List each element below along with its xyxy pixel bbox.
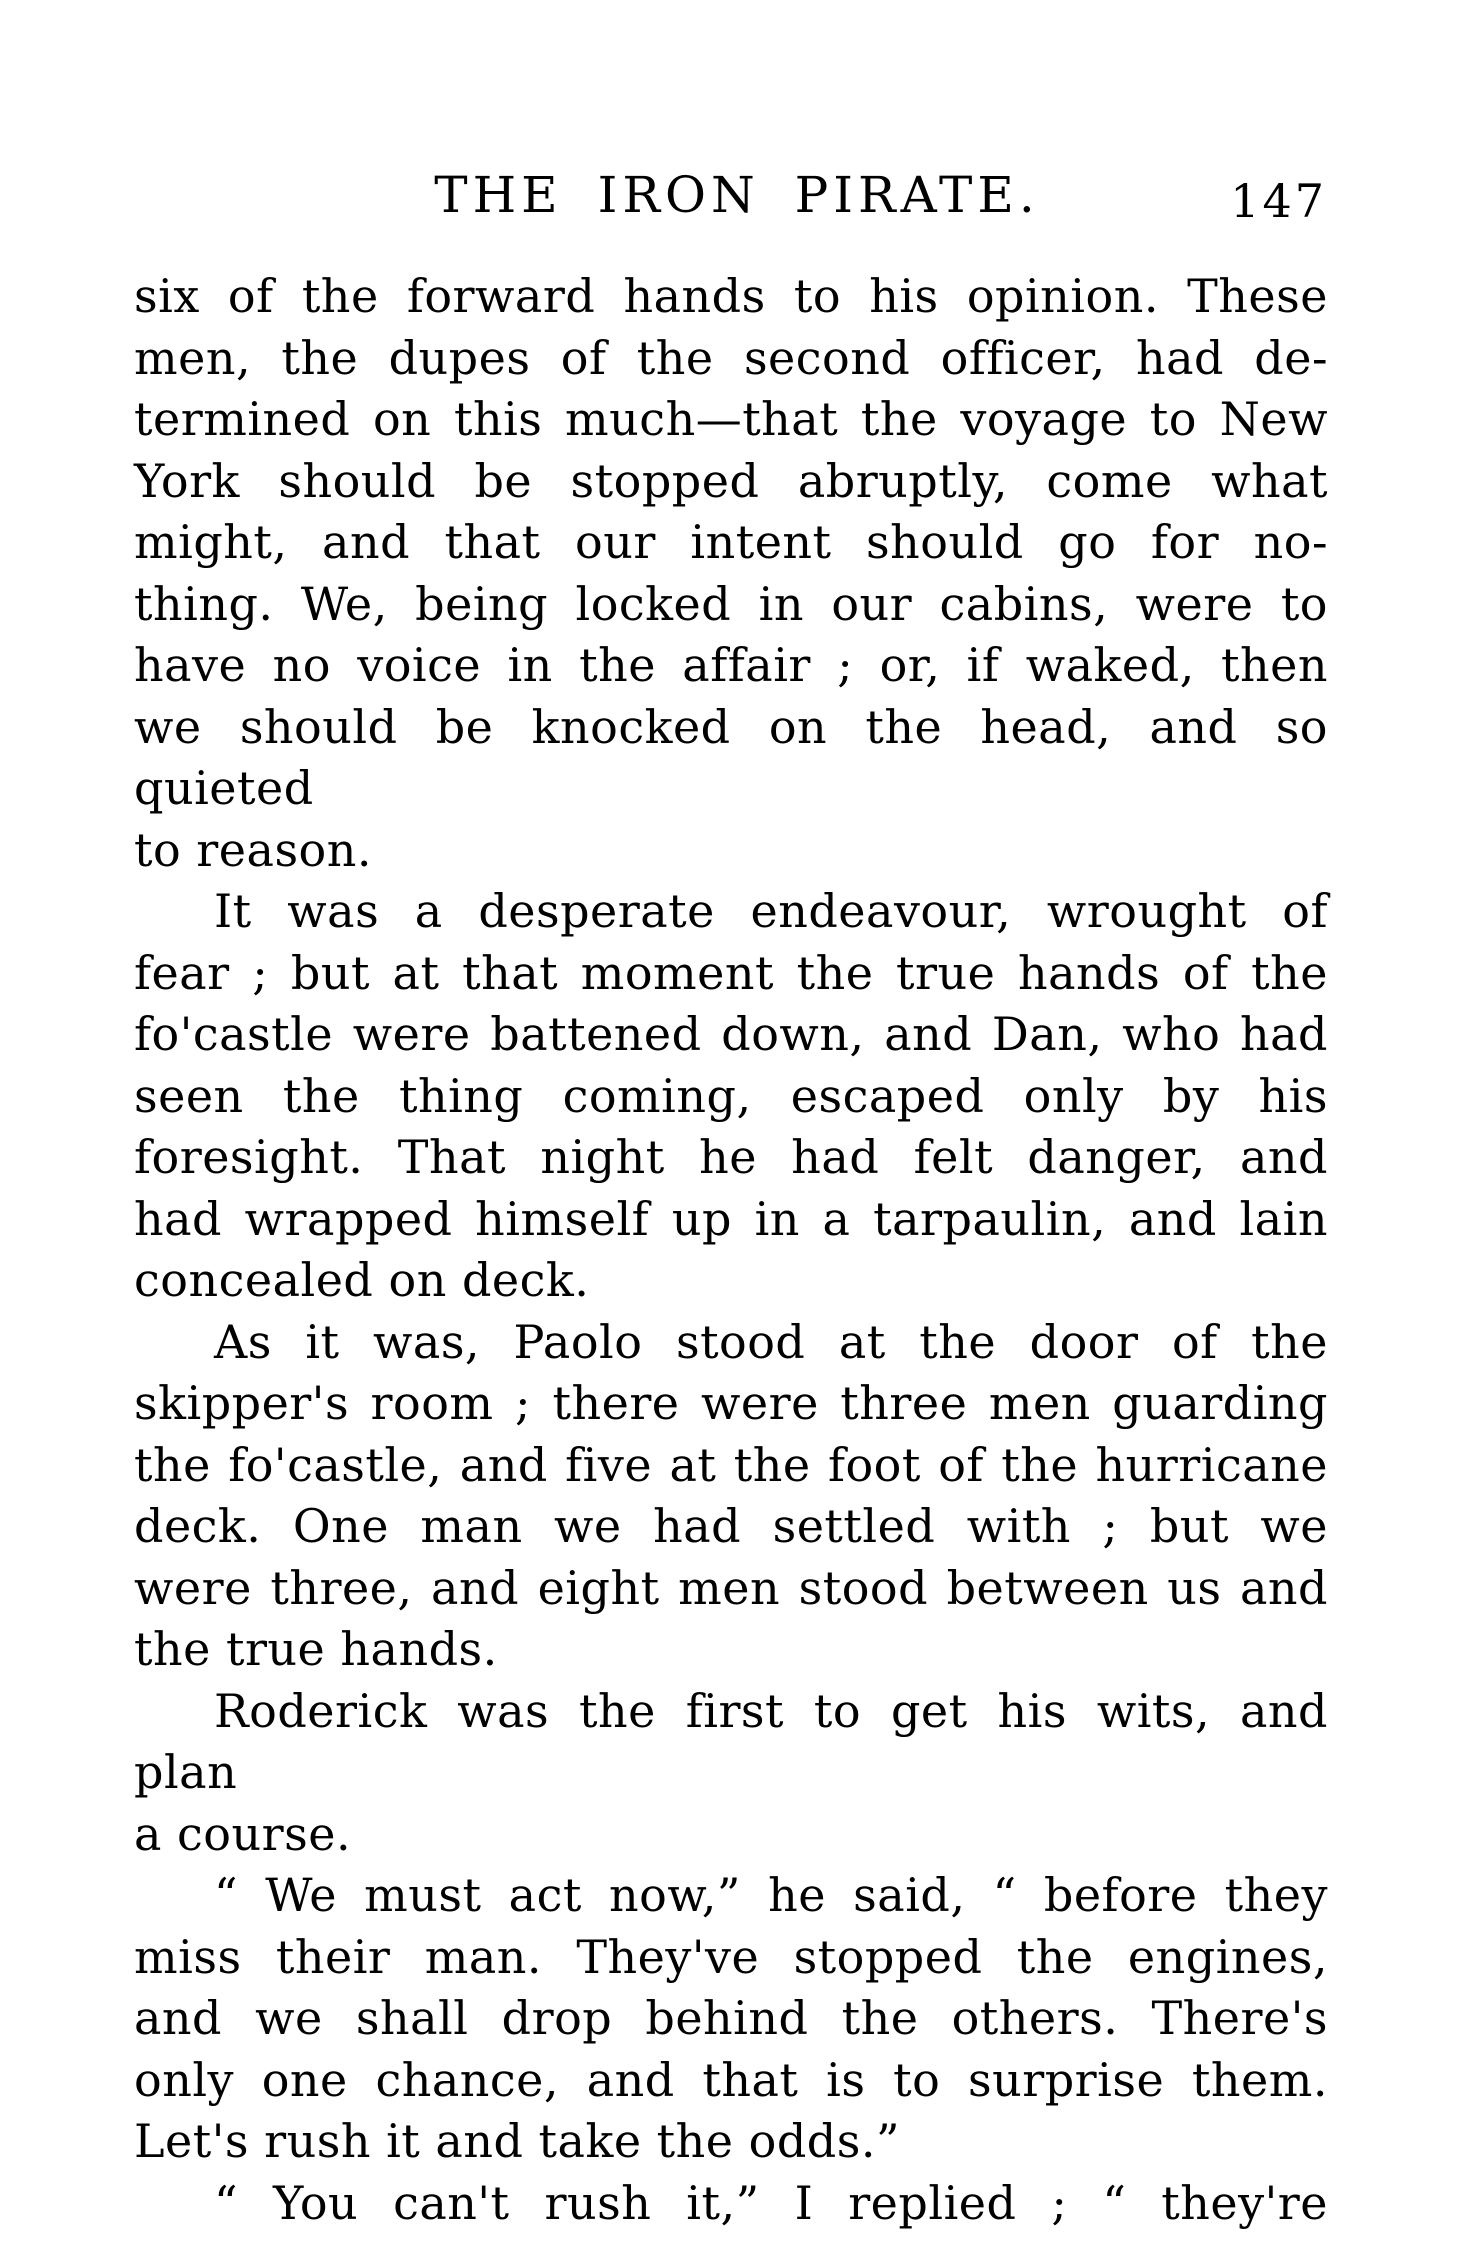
text-line: and we shall drop behind the others. There's — [134, 1991, 1328, 2045]
paragraph — [134, 1681, 1328, 1866]
text-line: deck. One man we had settled with ; but we — [134, 1499, 1328, 1553]
page-title: THE IRON PIRATE. — [434, 166, 1040, 224]
text-line: Let's rush it and take the odds.” — [134, 2114, 900, 2168]
text-line: miss their man. They've stopped the engines, — [134, 1929, 1328, 1984]
text-line: “ We must act now,” he said, “ before they — [214, 1868, 1328, 1922]
text-line: York should be stopped abruptly, come what — [134, 453, 1328, 508]
text-line: As it was, Paolo stood at the door of the — [214, 1314, 1328, 1369]
text-line: concealed on deck. — [134, 1253, 590, 1307]
text-line: fear ; but at that moment the true hands of the — [134, 945, 1328, 1000]
text-line: to reason. — [134, 822, 372, 877]
page-number: 147 — [1230, 174, 1327, 228]
text-line: fo'castle were battened down, and Dan, who had — [134, 1007, 1328, 1061]
text-line: a course. — [134, 1806, 352, 1861]
text-line: “ You can't rush it,” I replied ; “ they're — [214, 2175, 1328, 2230]
text-line: men, the dupes of the second officer, had de- — [134, 330, 1328, 385]
paragraph — [134, 2173, 1328, 2235]
text-line: the fo'castle, and five at the foot of the hurricane — [134, 1437, 1328, 1492]
text-line: skipper's room ; there were three men guarding — [134, 1376, 1328, 1430]
text-line: It was a desperate endeavour, wrought of — [214, 884, 1328, 938]
text-line: only one chance, and that is to surprise them. — [134, 2052, 1328, 2107]
text-line: had wrapped himself up in a tarpaulin, and lain — [134, 1191, 1328, 1246]
text-line: six of the forward hands to his opinion. These — [134, 269, 1328, 323]
text-line: might, and that our intent should go for no- — [134, 515, 1328, 569]
text-line: have no voice in the affair ; or, if waked, then — [134, 638, 1328, 692]
text-line: termined on this much—that the voyage to New — [134, 392, 1328, 446]
text-line: were three, and eight men stood between us and — [134, 1560, 1328, 1615]
text-line: the true hands. — [134, 1622, 498, 1676]
text-line: we should be knocked on the head, and so quieted — [134, 699, 1328, 815]
text-line: thing. We, being locked in our cabins, were to — [134, 576, 1328, 631]
paragraph — [134, 266, 1328, 881]
page-body — [134, 266, 1328, 2234]
text-line: foresight. That night he had felt danger, and — [134, 1130, 1328, 1184]
paragraph — [134, 881, 1328, 1312]
text-line: seen the thing coming, escaped only by his — [134, 1068, 1328, 1123]
text-line: Roderick was the first to get his wits, and plan — [134, 1683, 1328, 1799]
paragraph — [134, 1865, 1328, 2173]
paragraph — [134, 1312, 1328, 1681]
